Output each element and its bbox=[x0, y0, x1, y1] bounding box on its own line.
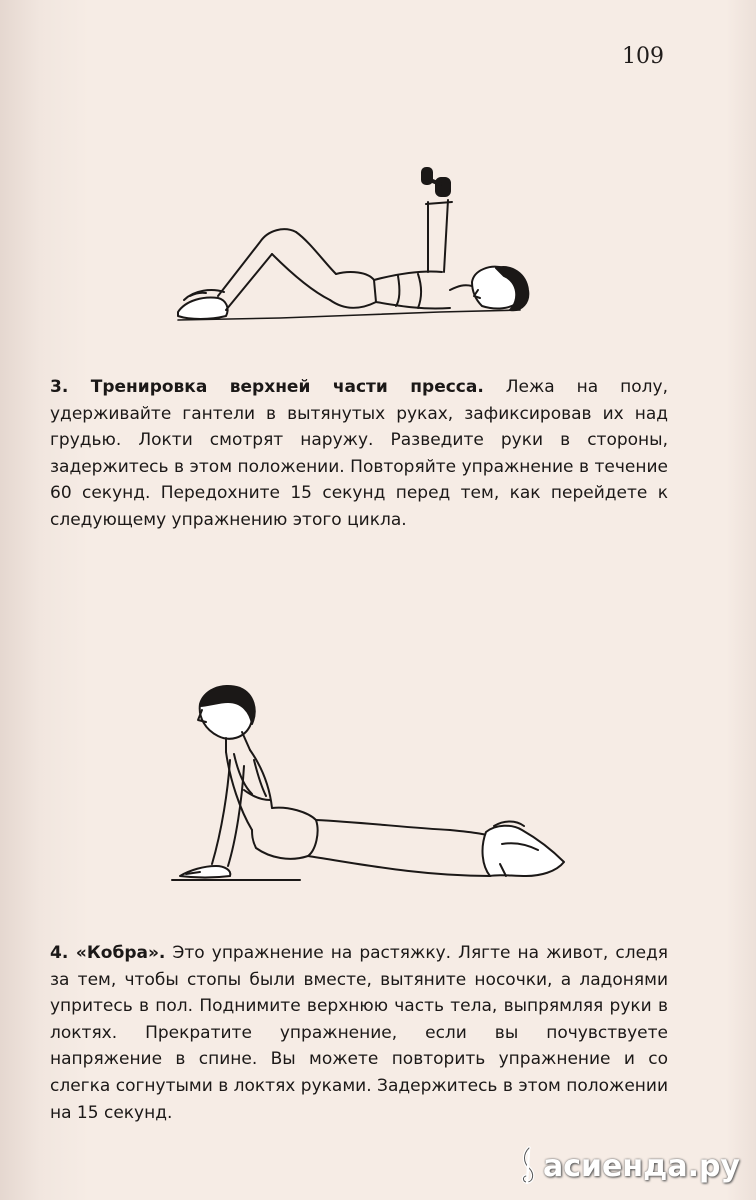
exercise-3-paragraph bbox=[50, 374, 668, 534]
watermark-text: асиенда.ру bbox=[542, 1148, 740, 1184]
exercise-4-text: Это упражнение на растяжку. Лягте на живот, следя за тем, чтобы стопы были вместе, вытяните носочки, а ладонями упритесь в пол. Поднимите верхнюю часть тела, выпрямляя руки в локтях. Прекратите упражнение, если вы почувствуете напряжение в спине. Вы можете повторить упражнение и со слегка согнутыми в локтях руками. Задержитесь в этом положении на 15 секунд. bbox=[50, 943, 669, 1123]
exercise-4-heading: 4. «Кобра». bbox=[50, 943, 166, 963]
exercise-3-heading: 3. Тренировка верхней части пресса. bbox=[50, 377, 484, 397]
upper-abs-exercise-illustration bbox=[160, 150, 545, 335]
exercise-3-text: Лежа на полу, удерживайте гантели в вытянутых руках, зафиксировав их над грудью. Локти смотрят наружу. Разведите руки в стороны, задержитесь в этом положении. Повторяйте упражнение в течение 60 секунд. Передохните 15 секунд перед тем, как перейдете к следующему упражнению этого цикла. bbox=[50, 377, 668, 530]
cobra-exercise-illustration bbox=[160, 680, 580, 895]
page-number: 109 bbox=[622, 44, 664, 69]
site-watermark bbox=[517, 1146, 740, 1186]
treble-clef-icon bbox=[517, 1146, 539, 1186]
exercise-4-paragraph bbox=[50, 940, 668, 1126]
